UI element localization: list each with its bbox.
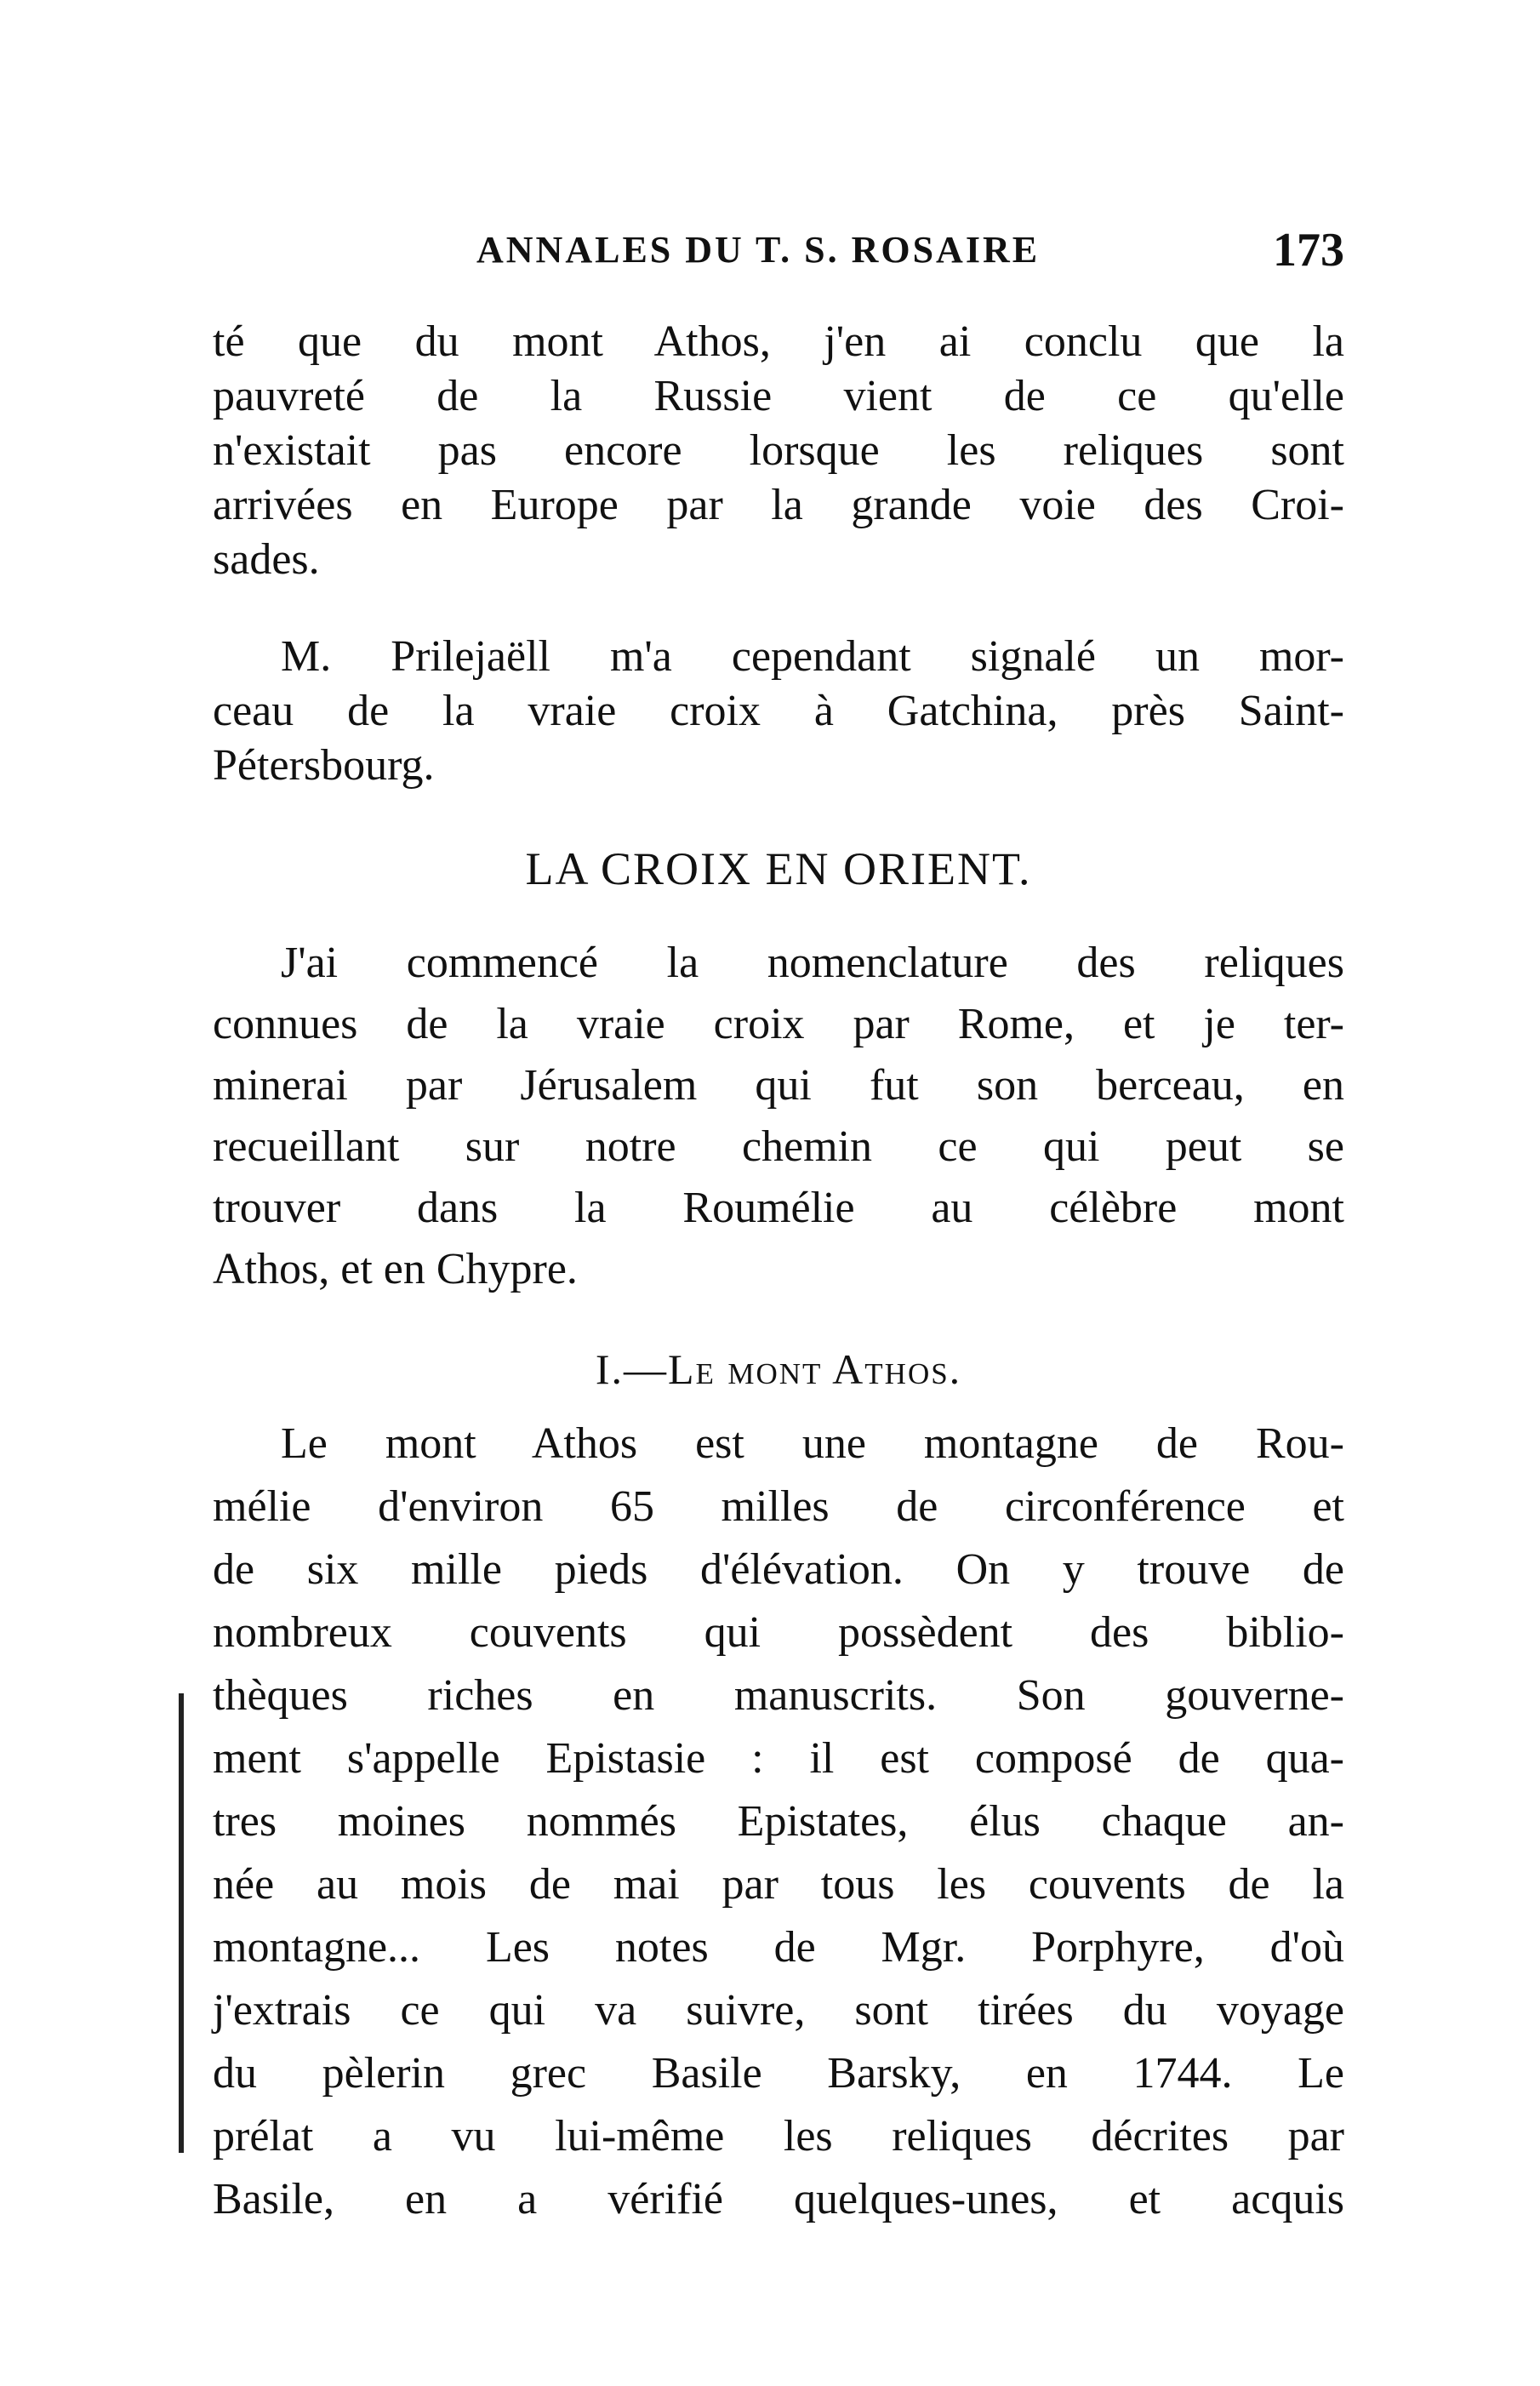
text-line: Basile, en a vérifié quelques-unes, et acquis [213, 2175, 1344, 2223]
text-line: j'extrais ce qui va suivre, sont tirées du voyage [213, 1986, 1344, 2035]
text-line: ment s'appelle Epistasie : il est composé de qua- [213, 1734, 1344, 1783]
text-line: montagne... Les notes de Mgr. Porphyre, d'où [213, 1923, 1344, 1972]
text-line: thèques riches en manuscrits. Son gouverne- [213, 1671, 1344, 1720]
text-line: prélat a vu lui-même les reliques décrites par [213, 2112, 1344, 2161]
text-line: trouver dans la Roumélie au célèbre mont [213, 1184, 1344, 1232]
text-line: minerai par Jérusalem qui fut son berceau, en [213, 1061, 1344, 1110]
text-line: nombreux couvents qui possèdent des biblio- [213, 1608, 1344, 1657]
text-line: recueillant sur notre chemin ce qui peut se [213, 1122, 1344, 1171]
text-line: M. Prilejaëll m'a cependant signalé un mor- [281, 632, 1344, 681]
text-line: arrivées en Europe par la grande voie des Croi- [213, 481, 1344, 529]
text-line: Le mont Athos est une montagne de Rou- [281, 1419, 1344, 1468]
section-heading-wrap [213, 842, 1344, 902]
text-line: J'ai commencé la nomenclature des reliques [281, 939, 1344, 987]
running-title: ANNALES DU T. S. ROSAIRE [476, 229, 1041, 271]
subsection-heading: I.—Le mont Athos. [595, 1345, 962, 1393]
text-line: té que du mont Athos, j'en ai conclu que la [213, 317, 1344, 366]
text-line: Athos, et en Chypre. [213, 1245, 578, 1293]
page-number: 173 [1273, 224, 1344, 277]
text-line: n'existait pas encore lorsque les reliques sont [213, 426, 1344, 475]
text-line: née au mois de mai par tous les couvents de la [213, 1860, 1344, 1909]
subsection-heading-wrap [213, 1344, 1344, 1404]
text-line: ceau de la vraie croix à Gatchina, près Saint- [213, 687, 1344, 735]
text-line: de six mille pieds d'élévation. On y trouve de [213, 1545, 1344, 1594]
page-header [476, 224, 1344, 296]
text-line: sades. [213, 535, 320, 584]
text-line: Pétersbourg. [213, 741, 435, 790]
text-line: pauvreté de la Russie vient de ce qu'elle [213, 372, 1344, 420]
section-heading: LA CROIX EN ORIENT. [525, 843, 1032, 894]
margin-rule [179, 1693, 184, 2153]
text-line: connues de la vraie croix par Rome, et je ter- [213, 1000, 1344, 1048]
text-line: tres moines nommés Epistates, élus chaque an- [213, 1797, 1344, 1846]
text-line: mélie d'environ 65 milles de circonférence et [213, 1482, 1344, 1531]
text-line: du pèlerin grec Basile Barsky, en 1744. Le [213, 2049, 1344, 2098]
